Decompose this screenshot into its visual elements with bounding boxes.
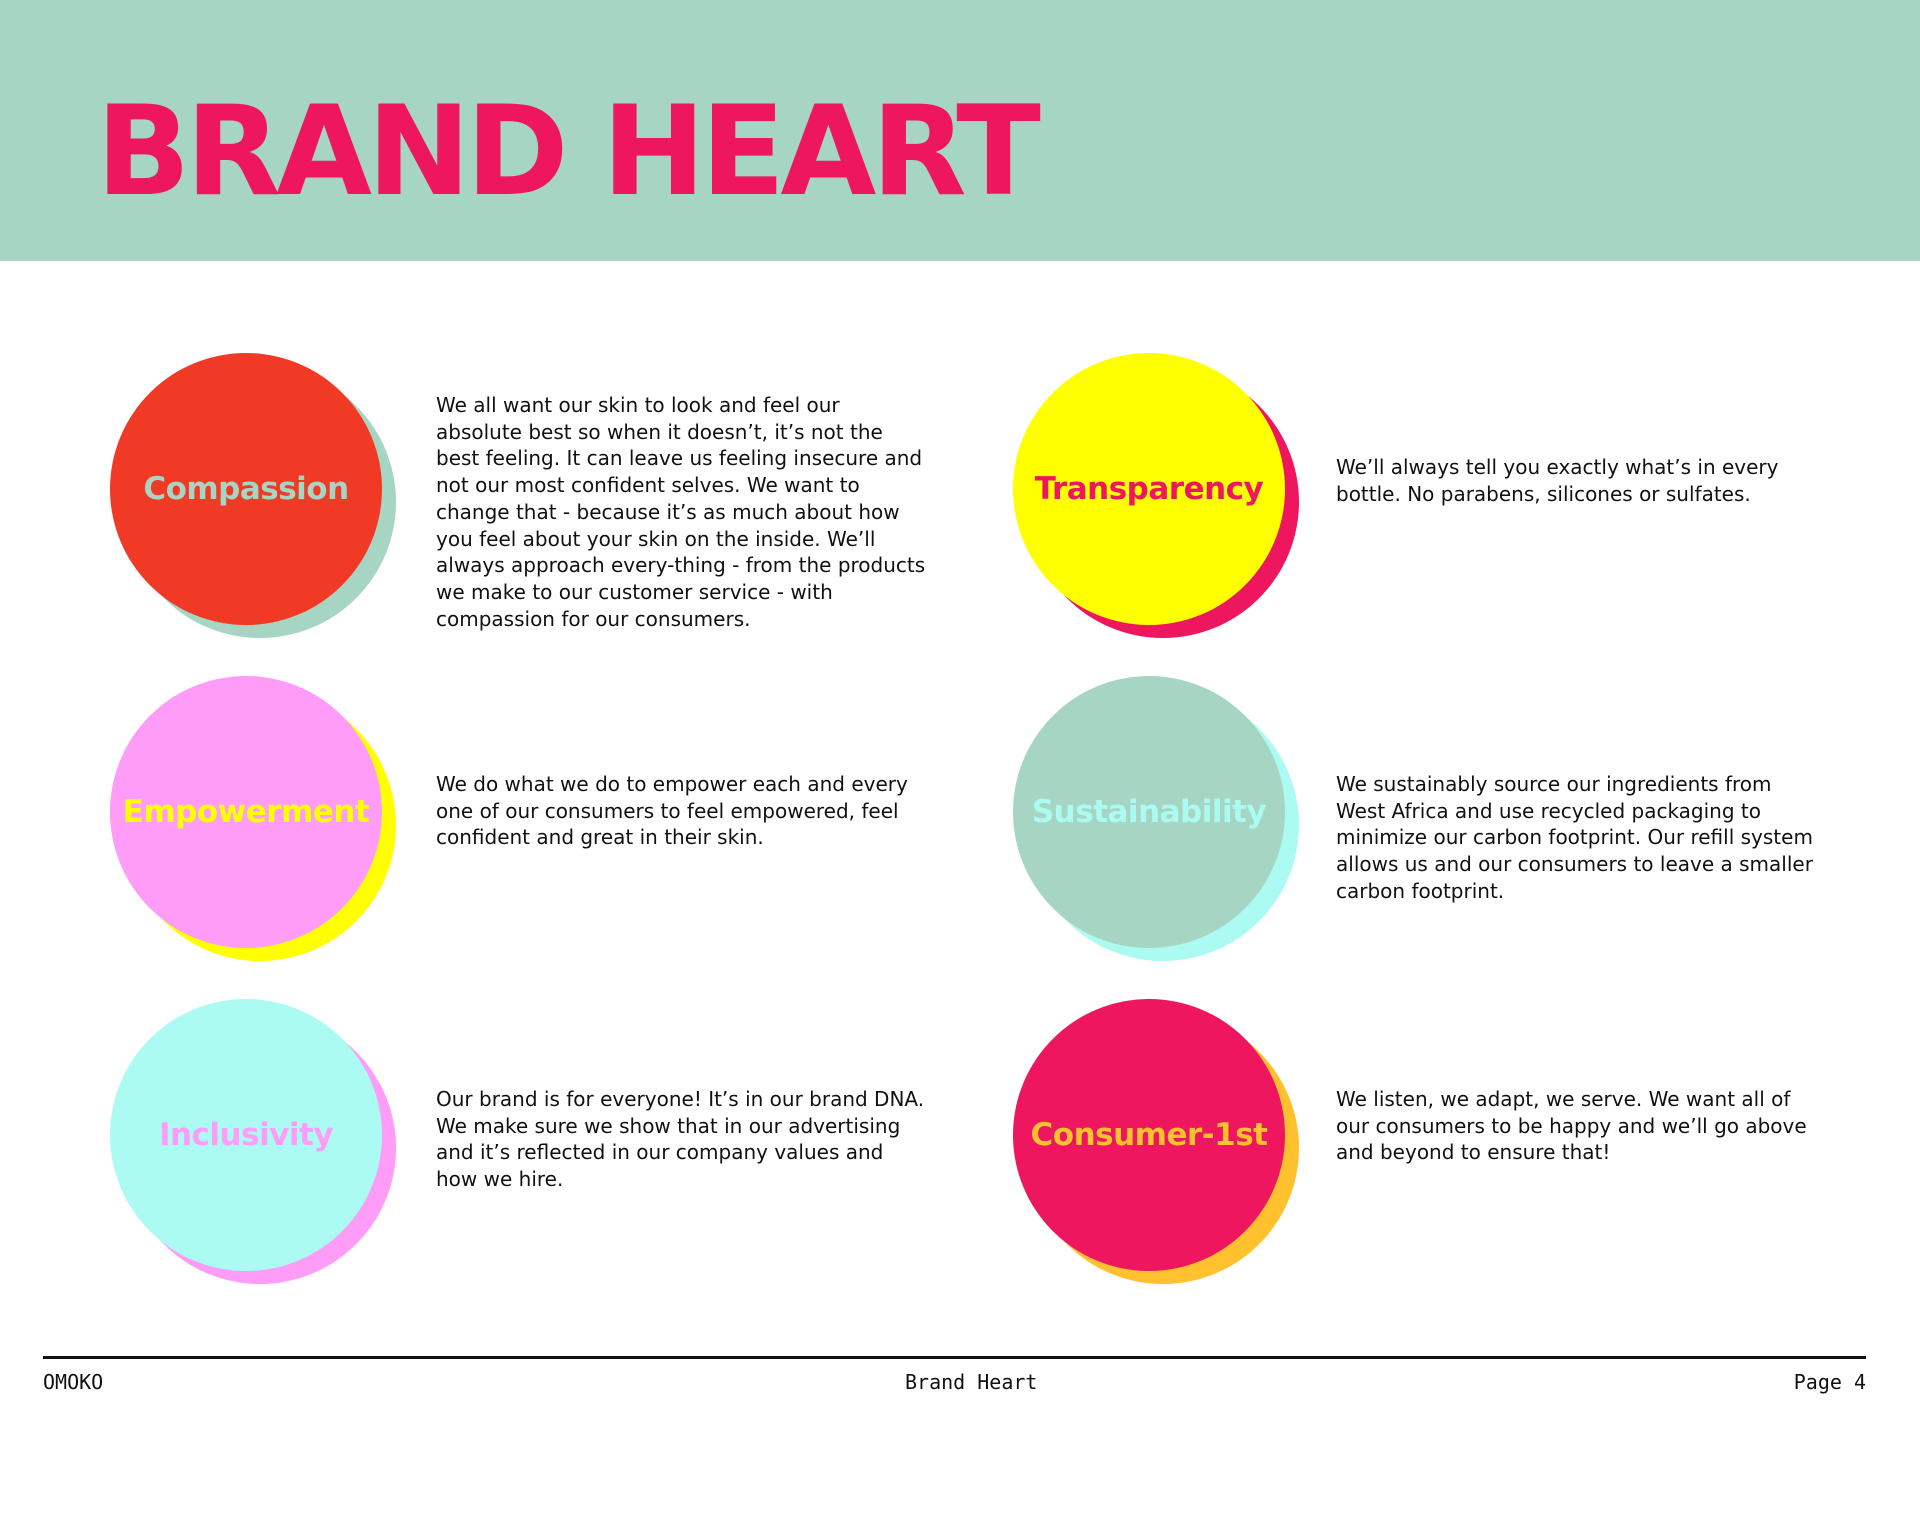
value-description: We listen, we adapt, we serve. We want all of our consumers to be happy and we’ll go above and beyond to ensure that! xyxy=(1336,1087,1807,1165)
footer-section: Brand Heart xyxy=(905,1370,1038,1394)
value-label: Inclusivity xyxy=(158,1117,334,1153)
value-description: We sustainably source our ingredients from West Africa and use recycled packaging to minimize our carbon footprint. Our refill system allows us and our consumers to leave a smaller carbon footprint. xyxy=(1336,772,1813,903)
value-label: Empowerment xyxy=(122,794,370,830)
value-description: We all want our skin to look and feel our absolute best so when it doesn’t, it’s not the best feeling. It can leave us feeling insecure and not our most confident selves. We want to change that - because it’s as much about how you feel about your skin on the inside. We’ll always approach every-thing - from the products we make to our customer service - with compassion for our consumers. xyxy=(436,393,926,631)
value-compassion xyxy=(110,353,410,653)
value-label: Consumer-1st xyxy=(1030,1117,1268,1153)
value-inclusivity xyxy=(110,999,410,1299)
value-label: Transparency xyxy=(1034,471,1264,507)
value-description: Our brand is for everyone! It’s in our brand DNA. We make sure we show that in our advertising and it’s reflected in our company values and how we hire. xyxy=(436,1087,925,1192)
value-circle xyxy=(110,676,382,948)
value-description: We do what we do to empower each and every one of our consumers to feel empowered, feel confident and great in their skin. xyxy=(436,772,908,850)
page-title: BRAND HEART xyxy=(96,80,1036,224)
value-label: Compassion xyxy=(143,471,349,507)
footer-page-number: Page 4 xyxy=(1793,1370,1866,1394)
value-circle xyxy=(1013,353,1285,625)
value-circle xyxy=(1013,999,1285,1271)
value-sustainability xyxy=(1013,676,1313,976)
value-label: Sustainability xyxy=(1031,794,1267,830)
value-transparency xyxy=(1013,353,1313,653)
footer-brand: OMOKO xyxy=(43,1370,104,1394)
header-band xyxy=(0,0,1920,261)
value-circle xyxy=(110,999,382,1271)
value-circle xyxy=(1013,676,1285,948)
value-empowerment xyxy=(110,676,410,976)
value-description: We’ll always tell you exactly what’s in every bottle. No parabens, silicones or sulfates. xyxy=(1336,455,1779,506)
value-consumer-first xyxy=(1013,999,1313,1299)
value-circle xyxy=(110,353,382,625)
footer-rule xyxy=(43,1356,1866,1359)
